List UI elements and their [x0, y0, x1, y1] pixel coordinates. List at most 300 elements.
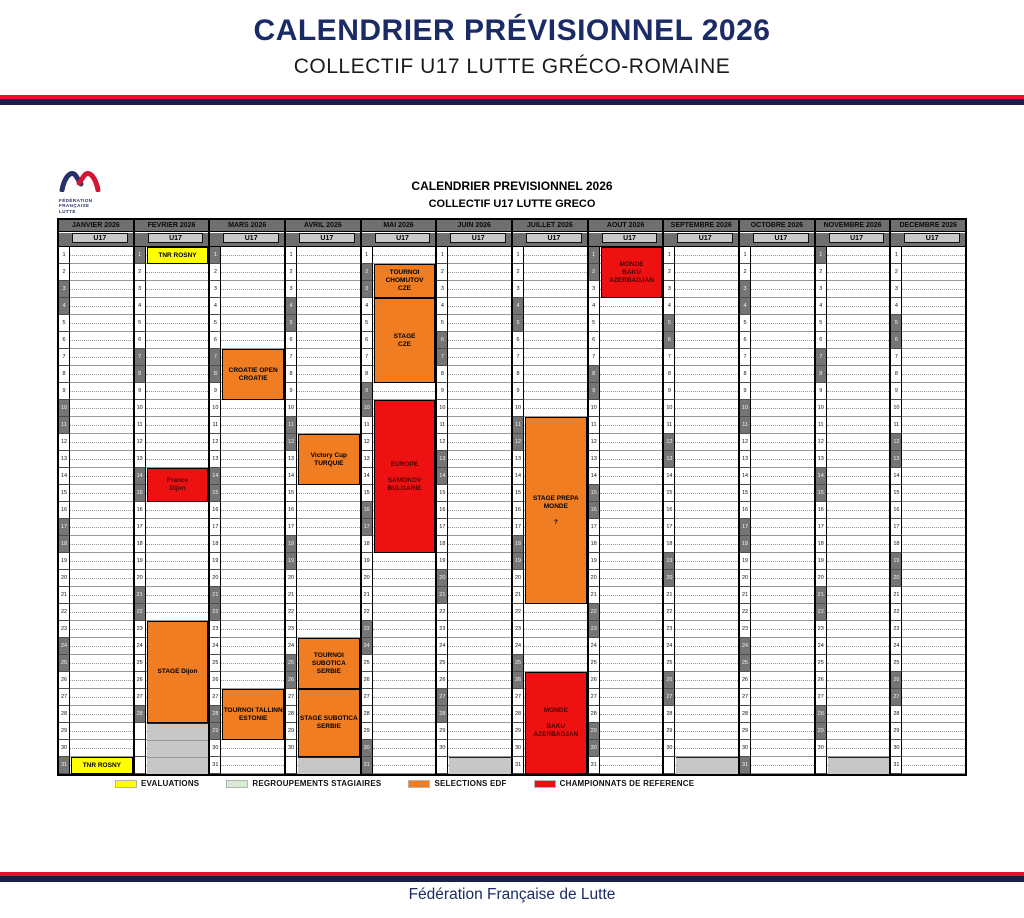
day-cell — [600, 468, 663, 485]
day-number: 9 — [362, 383, 373, 400]
month-header: OCTOBRE 2026 — [740, 220, 814, 232]
day-row — [891, 723, 965, 740]
day-number: 17 — [210, 519, 221, 536]
day-row — [664, 672, 738, 689]
legend-label: REGROUPEMENTS STAGIAIRES — [252, 779, 382, 788]
day-row — [891, 315, 965, 332]
day-number: 26 — [362, 672, 373, 689]
day-cell — [600, 417, 663, 434]
day-row — [891, 400, 965, 417]
day-row — [891, 502, 965, 519]
day-cell — [600, 689, 663, 706]
day-row — [362, 689, 436, 706]
day-row — [664, 468, 738, 485]
day-number: 10 — [135, 400, 146, 417]
day-row — [286, 553, 360, 570]
day-row — [135, 553, 209, 570]
day-cell — [448, 298, 511, 315]
day-number: 9 — [816, 383, 827, 400]
day-row — [740, 451, 814, 468]
day-row — [589, 417, 663, 434]
month-column-mai-2026 — [362, 220, 438, 774]
day-cell — [827, 281, 890, 298]
day-cell — [146, 536, 209, 553]
day-cell — [70, 621, 133, 638]
day-cell — [297, 315, 360, 332]
day-row — [664, 536, 738, 553]
day-cell — [373, 553, 436, 570]
day-row — [286, 366, 360, 383]
day-cell — [675, 315, 738, 332]
day-row — [362, 587, 436, 604]
day-number: 4 — [664, 298, 675, 315]
category-label: U17 — [450, 233, 506, 243]
day-number: 10 — [816, 400, 827, 417]
day-row — [664, 298, 738, 315]
day-number: 18 — [59, 536, 70, 553]
day-cell — [448, 638, 511, 655]
day-number: 4 — [286, 298, 297, 315]
day-cell — [221, 553, 284, 570]
day-row — [437, 689, 511, 706]
day-row — [135, 536, 209, 553]
day-row — [589, 689, 663, 706]
day-row — [816, 366, 890, 383]
day-number: 3 — [210, 281, 221, 298]
event-label-line: BAKU — [546, 723, 566, 730]
day-number: 22 — [740, 604, 751, 621]
day-row — [740, 706, 814, 723]
day-row — [286, 417, 360, 434]
day-number: 4 — [135, 298, 146, 315]
day-cell — [448, 400, 511, 417]
day-number: 3 — [816, 281, 827, 298]
legend-item-championnats-de-reference — [534, 779, 695, 788]
day-cell — [146, 417, 209, 434]
event-block — [298, 434, 360, 485]
day-row — [437, 434, 511, 451]
day-row — [816, 587, 890, 604]
day-cell — [600, 383, 663, 400]
day-cell — [373, 757, 436, 774]
day-number: 30 — [286, 740, 297, 757]
day-row — [891, 434, 965, 451]
day-number: 5 — [740, 315, 751, 332]
day-cell — [751, 383, 814, 400]
day-number: 4 — [437, 298, 448, 315]
day-cell — [827, 638, 890, 655]
day-number: 21 — [891, 587, 902, 604]
day-cell — [221, 604, 284, 621]
day-row — [816, 672, 890, 689]
day-number: 18 — [816, 536, 827, 553]
day-row — [59, 740, 133, 757]
day-cell — [297, 366, 360, 383]
day-number: 21 — [286, 587, 297, 604]
day-number: 24 — [135, 638, 146, 655]
category-label: U17 — [72, 233, 128, 243]
month-header: NOVEMBRE 2026 — [816, 220, 890, 232]
event-block — [298, 689, 360, 757]
day-row — [816, 400, 890, 417]
day-row — [891, 468, 965, 485]
day-number: 19 — [513, 553, 524, 570]
day-cell — [221, 655, 284, 672]
day-row — [891, 417, 965, 434]
day-cell — [221, 621, 284, 638]
category-label: U17 — [148, 233, 204, 243]
day-row — [135, 298, 209, 315]
event-block — [222, 349, 284, 400]
day-row — [589, 553, 663, 570]
day-row — [437, 400, 511, 417]
day-row — [210, 672, 284, 689]
day-row — [740, 468, 814, 485]
day-row — [135, 451, 209, 468]
day-row — [740, 672, 814, 689]
day-cell — [675, 417, 738, 434]
day-number: 24 — [286, 638, 297, 655]
day-number: 23 — [286, 621, 297, 638]
day-cell — [297, 570, 360, 587]
calendar-inner-subtitle: COLLECTIF U17 LUTTE GRECO — [428, 198, 596, 210]
day-number: 13 — [362, 451, 373, 468]
day-number: 11 — [437, 417, 448, 434]
event-label-line: CZE — [398, 285, 412, 292]
day-cell — [600, 298, 663, 315]
day-number: 14 — [286, 468, 297, 485]
day-number: 27 — [59, 689, 70, 706]
day-row — [816, 655, 890, 672]
days-area — [513, 247, 587, 774]
day-cell — [70, 315, 133, 332]
day-number: 3 — [362, 281, 373, 298]
day-number: 12 — [210, 434, 221, 451]
day-row — [589, 349, 663, 366]
day-cell — [751, 519, 814, 536]
day-cell — [600, 655, 663, 672]
day-row — [740, 349, 814, 366]
day-cell — [675, 281, 738, 298]
day-row — [740, 536, 814, 553]
day-number: 25 — [437, 655, 448, 672]
day-number: 24 — [664, 638, 675, 655]
day-row — [589, 434, 663, 451]
day-row — [740, 723, 814, 740]
day-cell — [751, 264, 814, 281]
month-column-juillet-2026 — [513, 220, 589, 774]
days-area — [210, 247, 284, 774]
day-number: 25 — [891, 655, 902, 672]
day-row — [286, 400, 360, 417]
day-cell — [70, 366, 133, 383]
day-number: 3 — [513, 281, 524, 298]
day-row — [210, 400, 284, 417]
day-row — [891, 757, 965, 774]
day-row — [210, 264, 284, 281]
day-cell — [448, 672, 511, 689]
day-number: 28 — [664, 706, 675, 723]
day-row — [59, 723, 133, 740]
day-row — [135, 434, 209, 451]
day-cell — [675, 502, 738, 519]
day-row — [286, 264, 360, 281]
day-number: 21 — [437, 587, 448, 604]
day-number: 19 — [59, 553, 70, 570]
day-cell — [751, 689, 814, 706]
day-number: 10 — [59, 400, 70, 417]
day-number: 8 — [816, 366, 827, 383]
day-cell — [751, 740, 814, 757]
day-row — [664, 332, 738, 349]
day-number: 8 — [589, 366, 600, 383]
day-row — [135, 519, 209, 536]
day-number: 25 — [664, 655, 675, 672]
day-row — [286, 536, 360, 553]
month-column-juin-2026 — [437, 220, 513, 774]
day-cell — [751, 349, 814, 366]
day-number: 6 — [437, 332, 448, 349]
bottom-divider — [0, 872, 1024, 882]
event-label-line: TOURNOI TALLINN — [223, 706, 283, 714]
day-row — [891, 247, 965, 264]
day-row — [816, 383, 890, 400]
day-row — [740, 655, 814, 672]
day-number: 18 — [664, 536, 675, 553]
day-cell — [902, 434, 965, 451]
day-number: 29 — [59, 723, 70, 740]
day-cell — [675, 485, 738, 502]
day-cell — [448, 553, 511, 570]
day-row — [513, 315, 587, 332]
category-label: U17 — [753, 233, 809, 243]
day-row — [59, 383, 133, 400]
day-number: 20 — [664, 570, 675, 587]
day-cell — [297, 587, 360, 604]
day-number: 4 — [59, 298, 70, 315]
day-cell — [373, 570, 436, 587]
day-number: 26 — [135, 672, 146, 689]
day-cell — [902, 485, 965, 502]
day-row — [286, 587, 360, 604]
day-cell — [751, 451, 814, 468]
day-number: 15 — [286, 485, 297, 502]
day-number: 11 — [362, 417, 373, 434]
day-number: 8 — [513, 366, 524, 383]
day-number: 21 — [740, 587, 751, 604]
day-cell — [70, 281, 133, 298]
top-divider — [0, 95, 1024, 105]
event-label-line: CZE — [398, 340, 412, 348]
day-number: 16 — [816, 502, 827, 519]
day-row — [59, 638, 133, 655]
day-row — [664, 604, 738, 621]
day-cell — [675, 740, 738, 757]
day-number: 27 — [664, 689, 675, 706]
day-row — [210, 536, 284, 553]
day-row — [437, 621, 511, 638]
day-number: 23 — [740, 621, 751, 638]
day-row — [210, 655, 284, 672]
day-number: 14 — [891, 468, 902, 485]
day-row — [664, 315, 738, 332]
day-number: 28 — [59, 706, 70, 723]
day-row — [59, 366, 133, 383]
day-number: 22 — [59, 604, 70, 621]
day-cell — [448, 587, 511, 604]
day-row — [437, 315, 511, 332]
day-cell — [448, 383, 511, 400]
day-row — [135, 604, 209, 621]
day-cell — [902, 536, 965, 553]
day-row — [135, 383, 209, 400]
day-number: 1 — [891, 247, 902, 264]
day-number: 23 — [210, 621, 221, 638]
day-row — [891, 706, 965, 723]
event-label-line: TURQUIE — [314, 459, 344, 467]
day-row — [135, 332, 209, 349]
day-cell — [146, 434, 209, 451]
event-block — [298, 638, 360, 689]
day-row — [59, 502, 133, 519]
day-cell — [524, 366, 587, 383]
day-number: 20 — [589, 570, 600, 587]
day-number: 16 — [437, 502, 448, 519]
day-number: 20 — [286, 570, 297, 587]
day-row — [891, 689, 965, 706]
day-number: 27 — [740, 689, 751, 706]
day-number: 5 — [210, 315, 221, 332]
calendar-inner-titles — [57, 179, 967, 210]
event-block — [525, 672, 587, 774]
day-number: 2 — [664, 264, 675, 281]
day-number: 15 — [664, 485, 675, 502]
day-number: 23 — [664, 621, 675, 638]
day-number: 17 — [135, 519, 146, 536]
day-cell — [600, 638, 663, 655]
day-number: 5 — [664, 315, 675, 332]
day-number: 25 — [59, 655, 70, 672]
event-label-line: TOURNOI SUBOTICA — [311, 651, 346, 667]
day-number: 1 — [513, 247, 524, 264]
day-cell — [675, 706, 738, 723]
day-number: 19 — [437, 553, 448, 570]
day-number: 6 — [362, 332, 373, 349]
day-cell — [675, 672, 738, 689]
day-cell — [902, 315, 965, 332]
day-number: 30 — [210, 740, 221, 757]
day-cell — [221, 264, 284, 281]
day-number: 13 — [816, 451, 827, 468]
day-row — [816, 621, 890, 638]
month-column-mars-2026 — [210, 220, 286, 774]
day-number: 29 — [362, 723, 373, 740]
day-row — [362, 638, 436, 655]
day-row — [816, 247, 890, 264]
day-cell — [902, 740, 965, 757]
day-number: 20 — [513, 570, 524, 587]
day-cell — [297, 247, 360, 264]
day-cell — [751, 570, 814, 587]
day-number — [135, 740, 146, 757]
month-column-fevrier-2026 — [135, 220, 211, 774]
day-cell — [146, 604, 209, 621]
day-row — [437, 604, 511, 621]
day-cell — [827, 672, 890, 689]
day-number: 25 — [740, 655, 751, 672]
day-number: 16 — [59, 502, 70, 519]
day-number: 6 — [286, 332, 297, 349]
event-label-line: ESTONIE — [238, 714, 268, 722]
day-row — [891, 553, 965, 570]
day-row — [740, 587, 814, 604]
day-number: 27 — [589, 689, 600, 706]
day-number: 5 — [286, 315, 297, 332]
day-row — [59, 468, 133, 485]
day-row — [513, 604, 587, 621]
day-row — [740, 366, 814, 383]
day-number: 7 — [437, 349, 448, 366]
day-cell — [146, 502, 209, 519]
day-number: 8 — [664, 366, 675, 383]
day-row — [589, 502, 663, 519]
day-row — [816, 536, 890, 553]
day-row — [135, 570, 209, 587]
day-row — [59, 485, 133, 502]
day-cell — [373, 689, 436, 706]
day-row — [740, 417, 814, 434]
day-number: 31 — [589, 757, 600, 774]
day-row — [664, 723, 738, 740]
day-cell — [373, 383, 436, 400]
month-column-decembre-2026 — [891, 220, 965, 774]
day-row — [589, 587, 663, 604]
day-row — [286, 349, 360, 366]
day-cell — [524, 638, 587, 655]
day-number: 7 — [286, 349, 297, 366]
day-cell — [600, 332, 663, 349]
day-number: 7 — [891, 349, 902, 366]
day-row — [589, 451, 663, 468]
day-row — [816, 706, 890, 723]
day-row — [286, 298, 360, 315]
day-number: 27 — [210, 689, 221, 706]
legend-swatch — [534, 780, 556, 788]
day-number: 6 — [740, 332, 751, 349]
day-number: 8 — [286, 366, 297, 383]
day-number: 26 — [664, 672, 675, 689]
day-cell — [70, 298, 133, 315]
day-row — [740, 570, 814, 587]
day-number: 19 — [891, 553, 902, 570]
day-number: 24 — [816, 638, 827, 655]
day-number: 24 — [437, 638, 448, 655]
day-cell — [902, 349, 965, 366]
day-number: 2 — [513, 264, 524, 281]
day-number: 5 — [362, 315, 373, 332]
day-cell — [600, 587, 663, 604]
page-title: CALENDRIER PRÉVISIONNEL 2026 — [253, 14, 771, 47]
day-number: 17 — [664, 519, 675, 536]
month-header: DECEMBRE 2026 — [891, 220, 965, 232]
day-number: 8 — [437, 366, 448, 383]
day-cell — [146, 264, 209, 281]
day-number: 25 — [210, 655, 221, 672]
day-cell — [448, 434, 511, 451]
day-row — [210, 519, 284, 536]
day-row — [210, 553, 284, 570]
day-number: 27 — [362, 689, 373, 706]
